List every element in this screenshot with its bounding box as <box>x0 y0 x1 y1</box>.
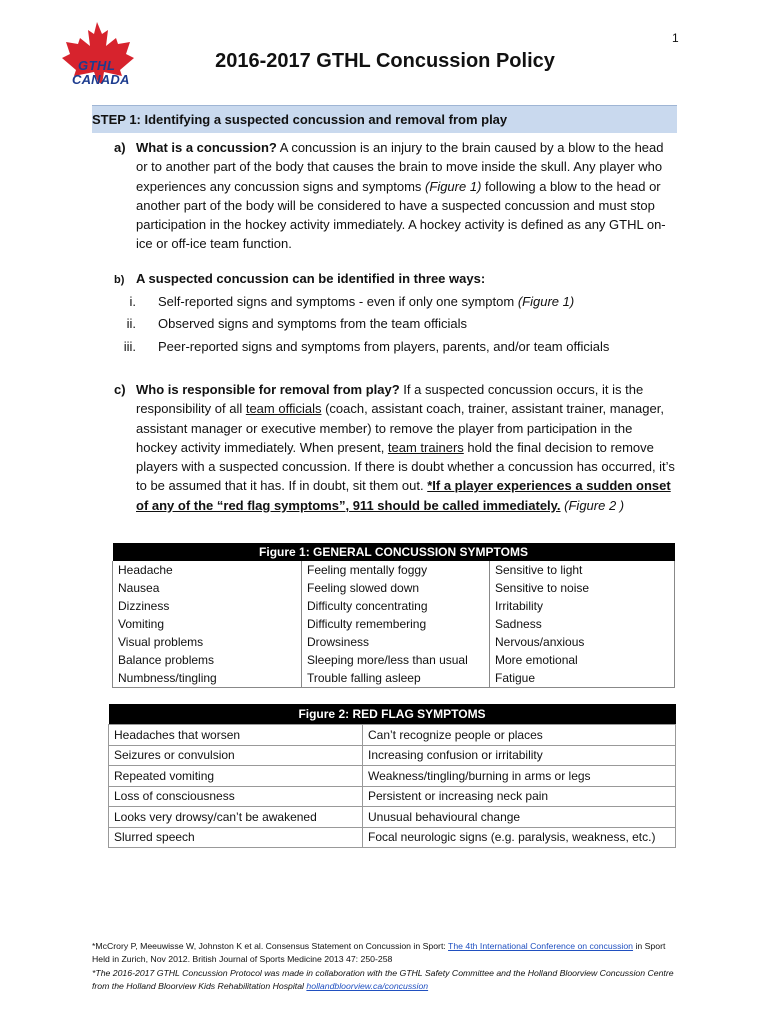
table-cell: Sadness <box>490 615 675 633</box>
footnote-collaboration <box>92 967 682 994</box>
page-title: 2016-2017 GTHL Concussion Policy <box>215 50 555 72</box>
table-row <box>113 579 675 597</box>
list-item-number: iii. <box>123 339 136 354</box>
list-item <box>158 294 574 309</box>
footnote <box>92 940 682 994</box>
section-c-heading: Who is responsible for removal from play? <box>136 382 400 397</box>
section-b-marker: b) <box>114 274 125 286</box>
step1-heading <box>92 105 677 133</box>
table-cell: Loss of consciousness <box>109 786 363 807</box>
table-cell: Increasing confusion or irritability <box>363 745 676 766</box>
holland-bloorview-link[interactable]: hollandbloorview.ca/concussion <box>306 981 429 992</box>
table-cell: Dizziness <box>113 597 302 615</box>
section-a-marker: a) <box>114 140 126 155</box>
figure1-title: Figure 1: GENERAL CONCUSSION SYMPTOMS <box>113 543 675 561</box>
table-row <box>113 633 675 651</box>
table-cell: Seizures or convulsion <box>109 745 363 766</box>
table-cell: Numbness/tingling <box>113 669 302 688</box>
section-b-heading: A suspected concussion can be identified in three ways: <box>136 271 486 286</box>
section-c-t1: If a suspected concussion occurs, it is the responsibility of all <box>136 382 644 417</box>
table-cell: More emotional <box>490 651 675 669</box>
table-row <box>109 807 676 828</box>
team-trainers-term: team trainers <box>387 439 464 455</box>
section-c-marker: c) <box>114 382 126 397</box>
table-cell: Nervous/anxious <box>490 633 675 651</box>
list-item-ref: (Figure 1) <box>517 294 575 309</box>
table-row <box>113 615 675 633</box>
section-a-text <box>136 138 676 254</box>
list-item-number: i. <box>129 294 136 309</box>
table-row <box>109 766 676 787</box>
table-row <box>113 651 675 669</box>
footnote-citation <box>92 940 682 967</box>
table-row <box>109 725 676 746</box>
table-row <box>109 827 676 848</box>
table-cell: Sensitive to noise <box>490 579 675 597</box>
step1-heading-text: STEP 1: Identifying a suspected concussion and removal from play <box>92 112 508 127</box>
table-cell: Looks very drowsy/can’t be awakened <box>109 807 363 828</box>
table-cell: Balance problems <box>113 651 302 669</box>
figure2-title: Figure 2: RED FLAG SYMPTOMS <box>109 704 676 725</box>
table-cell: Vomiting <box>113 615 302 633</box>
section-c-text <box>136 380 676 515</box>
conference-link[interactable]: The 4th International Conference on concussion <box>448 941 634 951</box>
table-cell: Sleeping more/less than usual <box>302 651 490 669</box>
team-officials-term: team officials <box>245 401 322 417</box>
footnote-citation-text2: in Sport Held in Zurich, Nov 2012. British Journal of Sports Medicine 2013 47: 250-258 <box>92 941 666 965</box>
section-c-t3: hold the final decision to remove players with a suspected concussion. If there is doubt whether a concussion has occurred, it’s to be assumed that it has. If in doubt, sit them out. <box>136 439 675 494</box>
table-row <box>109 786 676 807</box>
table-cell: Difficulty remembering <box>302 615 490 633</box>
table-cell: Persistent or increasing neck pain <box>363 786 676 807</box>
table-cell: Headaches that worsen <box>109 725 363 746</box>
table-cell: Unusual behavioural change <box>363 807 676 828</box>
table-cell: Weakness/tingling/burning in arms or legs <box>363 766 676 787</box>
table-cell: Difficulty concentrating <box>302 597 490 615</box>
table-cell: Trouble falling asleep <box>302 669 490 688</box>
figure2-table <box>108 704 676 848</box>
table-cell: Focal neurologic signs (e.g. paralysis, weakness, etc.) <box>363 827 676 848</box>
section-a-fig-ref: (Figure 1) <box>425 178 482 194</box>
section-c-t2: (coach, assistant coach, trainer, assistant trainer, manager, assistant manager or executive member) to remove the player from participation in the hockey activity immediately. When present, <box>136 401 664 455</box>
table-cell: Can’t recognize people or places <box>363 725 676 746</box>
footnote-collaboration-text: *The 2016-2017 GTHL Concussion Protocol was made in collaboration with the GTHL Safety Committee and the Holland Bloorview Concussion Centre from the Holland Bloorview Kids Rehabilitation Hospital <box>92 967 674 992</box>
table-row <box>113 597 675 615</box>
table-cell: Nausea <box>113 579 302 597</box>
figure1-table <box>112 543 675 688</box>
table-cell: Headache <box>113 561 302 579</box>
page-number: 1 <box>672 31 679 45</box>
list-item: Observed signs and symptoms from the team officials <box>158 316 467 331</box>
section-a-heading: What is a concussion? <box>136 140 277 155</box>
list-item: Peer-reported signs and symptoms from players, parents, and/or team officials <box>158 339 610 354</box>
table-cell: Irritability <box>490 597 675 615</box>
table-cell: Fatigue <box>490 669 675 688</box>
red-flag-warning: *If a player experiences a sudden onset of any of the “red flag symptoms”, 911 should be called immediately. <box>136 478 671 513</box>
list-item-text: Self-reported signs and symptoms - even if only one symptom <box>158 294 518 309</box>
logo-line1: GTHL <box>78 58 116 73</box>
section-a-text1: A concussion is an injury to the brain caused by a blow to the head or to another part of the body that causes the brain to move inside the skull. Any player who experiences any concussion signs and symptoms <box>136 140 664 194</box>
list-item-number: ii. <box>126 316 136 331</box>
table-cell: Drowsiness <box>302 633 490 651</box>
section-c-fig-ref: (Figure 2 ) <box>560 497 625 513</box>
table-cell: Sensitive to light <box>490 561 675 579</box>
footnote-citation-text: *McCrory P, Meeuwisse W, Johnston K et al. Consensus Statement on Concussion in Sport: <box>92 941 449 951</box>
table-cell: Feeling mentally foggy <box>302 561 490 579</box>
table-cell: Slurred speech <box>109 827 363 848</box>
table-row <box>113 669 675 688</box>
section-a-text2: following a blow to the head or another part of the body will be considered to have a suspected concussion and must stop participation in the hockey activity immediately. A hockey activity is defined as any GTHL on-ice or off-ice team function. <box>136 178 666 252</box>
table-cell: Feeling slowed down <box>302 579 490 597</box>
logo-line2: CANADA <box>72 72 130 87</box>
table-cell: Visual problems <box>113 633 302 651</box>
table-cell: Repeated vomiting <box>109 766 363 787</box>
table-row <box>113 561 675 579</box>
table-row <box>109 745 676 766</box>
